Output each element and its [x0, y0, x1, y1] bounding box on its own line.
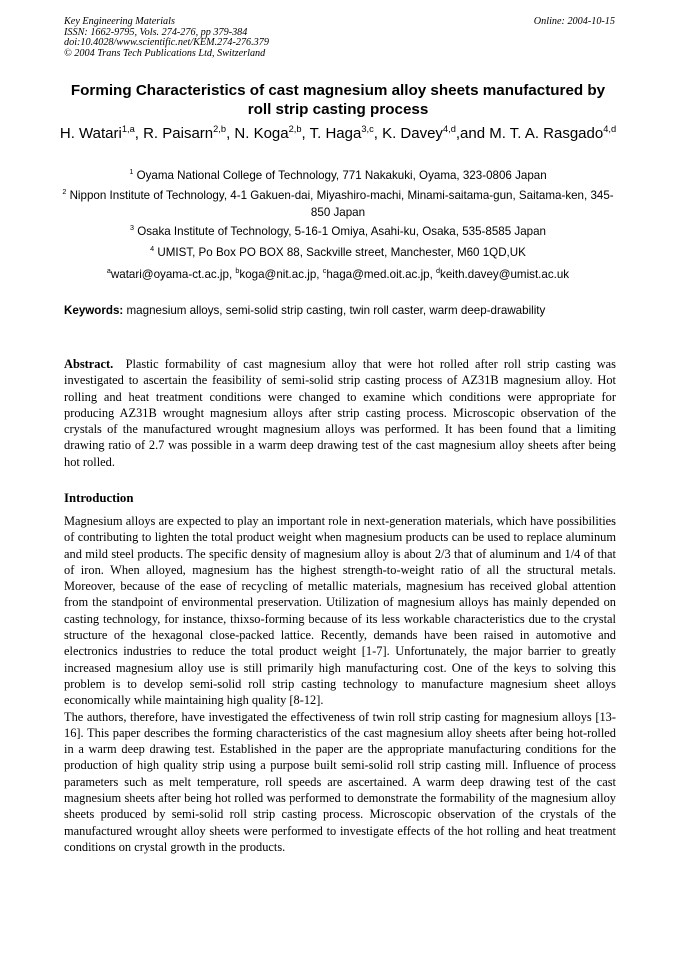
- email-link[interactable]: watari@oyama-ct.ac.jp,: [110, 268, 236, 281]
- author: H. Watari$^{1,a}$,: [59, 124, 144, 142]
- keywords-text: magnesium alloys, semi-solid strip casting, twin roll caster, warm deep-drawability: [126, 304, 546, 317]
- affiliation-3: $^3$ Osaka Institute of Technology, 5-16-1 Omiya, Asahi-ku, Osaka, 535-8585 Japan: [129, 223, 547, 238]
- paragraph: The authors, therefore, have investigated the effectiveness of twin roll strip casting for magnesium alloys [13-16]. This paper describes the forming characteristics of the cast magnesium alloy sheets after being hot-rolled in a warm deep drawing test. Established in the paper are the appropriate manufacturing conditions for the production of high quality strip using a purpose built semi-solid roll strip casting mill. Influence of process parameters such as melt temperature, roll speeds are ascertained. A warm deep drawing test of the cast magnesium sheets after being hot rolled was performed to demonstrate the formability of the magnesium alloy sheets produced by semi-solid roll strip casting process. Microscopic observation of the crystals of the manufactured wrought alloy sheets were performed to investigate effects of the hot rolling and heat treatment conditions on crystal growth in the products.: [64, 709, 616, 854]
- affiliation-1: $^1$ Oyama National College of Technology, 771 Nakakuki, Oyama, 323-0806 Japan: [129, 167, 547, 182]
- paragraph: Magnesium alloys are expected to play an important role in next-generation materials, which have possibilities of contributing to lighten the total product weight when magnesium products can be used to replace aluminum and mild steel products. The specific density of magnesium alloy is about 2/3 that of aluminum and 1/4 of that of iron. When alloyed, magnesium has the highest strength-to-weight ratio of all the structural metals. Moreover, because of the ease of recycling of metallic materials, magnesium has received global attention from the standpoint of environmental preservation. Utilization of magnesium alloys has mainly depended on casting technology, for instance, thixso-forming because of its less workable characteristics due to the crystal structure of the hexagonal close-packed lattice. Recently, demands have been raised in automotive and electronics industries to reduce the total product weight [1-7]. Unfortunately, the major barrier to greatly increased magnesium alloy use is still primarily high manufacturing cost. One of the keys to solving this problem is to develop semi-solid roll strip casting technology to manufacture magnesium sheet alloys economically while maintaining high quality [8-12].: [64, 514, 616, 708]
- abstract: [64, 356, 616, 470]
- journal-name: Key Engineering Materials: [64, 16, 175, 27]
- email-link[interactable]: haga@med.oit.ac.jp,: [326, 268, 437, 281]
- email-link[interactable]: keith.davey@umist.ac.uk: [440, 268, 570, 281]
- email-link[interactable]: koga@nit.ac.jp,: [239, 268, 323, 281]
- keywords-label: Keywords:: [64, 304, 124, 317]
- email-list: $^a$watari@oyama-ct.ac.jp, $^b$koga@nit.ac.jp, $^c$haga@med.oit.ac.jp, $^d$keith.davey@umist.ac.uk: [106, 266, 570, 281]
- paper-title: Forming Characteristics of cast magnesium alloy sheets manufactured by roll strip casting process: [70, 82, 606, 118]
- affiliation-4: $^4$ UMIST, Po Box PO BOX 88, Sackville street, Manchester, M60 1QD,UK: [150, 244, 526, 259]
- introduction-body: [64, 513, 616, 855]
- abstract-text: Plastic formability of cast magnesium alloy that were hot rolled after roll strip casting was investigated to ascertain the feasibility of semi-solid strip casting process of AZ31B magnesium alloy. Hot rolling and heat treatment conditions were changed to examine which conditions were appropriate for producing AZ31B wrought magnesium alloys after strip casting process. Microscopic observation of the crystals of the manufactured wrought magnesium alloys was performed. It has been found that a limiting drawing ratio of 2.7 was possible in a warm deep drawing test of the cast magnesium alloy sheets after being hot rolled.: [64, 357, 616, 469]
- author: K. Davey$^{4,d}$,and: [382, 124, 490, 142]
- author: M. T. A. Rasgado$^{4,d}$: [489, 124, 617, 142]
- author-list: [58, 124, 618, 143]
- author: T. Haga$^{3,c}$,: [309, 124, 383, 142]
- online-date: Online: 2004-10-15: [533, 16, 615, 27]
- affiliation-2: $^2$ Nippon Institute of Technology, 4-1 Gakuen-dai, Miyashiro-machi, Minami-saitama-gun, Saitama-ken, 345-850 Japan: [62, 187, 614, 219]
- section-heading-introduction: Introduction: [64, 491, 134, 505]
- abstract-label: Abstract.: [64, 357, 114, 371]
- issn-line: ISSN: 1662-9795, Vols. 274-276, pp 379-384: [64, 26, 248, 38]
- keywords: [64, 303, 616, 319]
- doi-line: doi:10.4028/www.scientific.net/KEM.274-276.379: [64, 37, 269, 49]
- author: R. Paisarn$^{2,b}$,: [143, 124, 235, 142]
- copyright-line: © 2004 Trans Tech Publications Ltd, Switzerland: [64, 47, 266, 59]
- author: N. Koga$^{2,b}$,: [234, 124, 310, 142]
- journal-header: [64, 17, 269, 59]
